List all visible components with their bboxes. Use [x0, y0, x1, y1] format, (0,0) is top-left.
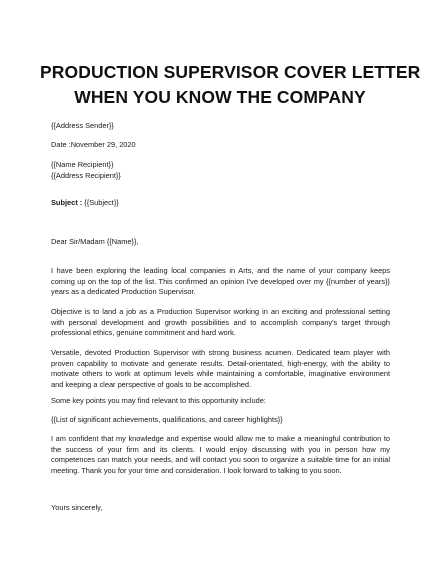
closing-signoff: Yours sincerely, — [51, 503, 103, 512]
date-label: Date : — [51, 140, 71, 149]
date-line — [51, 140, 390, 151]
key-points-intro: Some key points you may find relevant to this opportunity include: — [51, 396, 266, 405]
achievements-placeholder: {{List of significant achievements, qualifications, and career highlights}} — [51, 415, 283, 424]
paragraph-objective: Objective is to land a job as a Production Supervisor working in an exciting and professional setting with personal development and growth possibilities and to accomplish company's target through professional ethics, genuine commitment and hard work. — [51, 307, 390, 338]
address-recipient: {{Address Recipient}} — [51, 170, 121, 180]
title-line-1: PRODUCTION SUPERVISOR COVER LETTER — [40, 62, 421, 82]
salutation: Dear Sir/Madam {{Name}}, — [51, 237, 139, 246]
date-value: November 29, 2020 — [70, 140, 136, 149]
subject-label: Subject : — [51, 198, 83, 207]
address-sender: {{Address Sender}} — [51, 121, 114, 130]
title-line-2: WHEN YOU KNOW THE COMPANY — [74, 87, 366, 107]
page-title — [40, 60, 421, 110]
recipient-block — [51, 160, 390, 181]
paragraph-profile: Versatile, devoted Production Supervisor with strong business acumen. Dedicated team player with proven capability to motivate and generate results. Detail-orientated, high-energy, with the ability to motivate others to work at optimum levels while maintaining a comfortable, imaginative environment and keeping a clear perspective of goals to be accomplished. — [51, 348, 390, 389]
subject-line — [51, 198, 390, 209]
paragraph-intro: I have been exploring the leading local companies in Arts, and the name of your company keeps coming up on the top of the list. This confirmed an opinion I've developed over my {{number of years}} years as a dedicated Production Supervisor. — [51, 266, 390, 297]
paragraph-closing: I am confident that my knowledge and expertise would allow me to make a meaningful contribution to the success of your firm and its clients. I would enjoy discussing with you in person how my competences can match your needs, and will contact you soon to organize a suitable time for an initial meeting. Thank you for your time and consideration. I look forward to talking to you soon. — [51, 434, 390, 475]
name-recipient: {{Name Recipient}} — [51, 160, 114, 169]
subject-value: {{Subject}} — [82, 198, 119, 207]
